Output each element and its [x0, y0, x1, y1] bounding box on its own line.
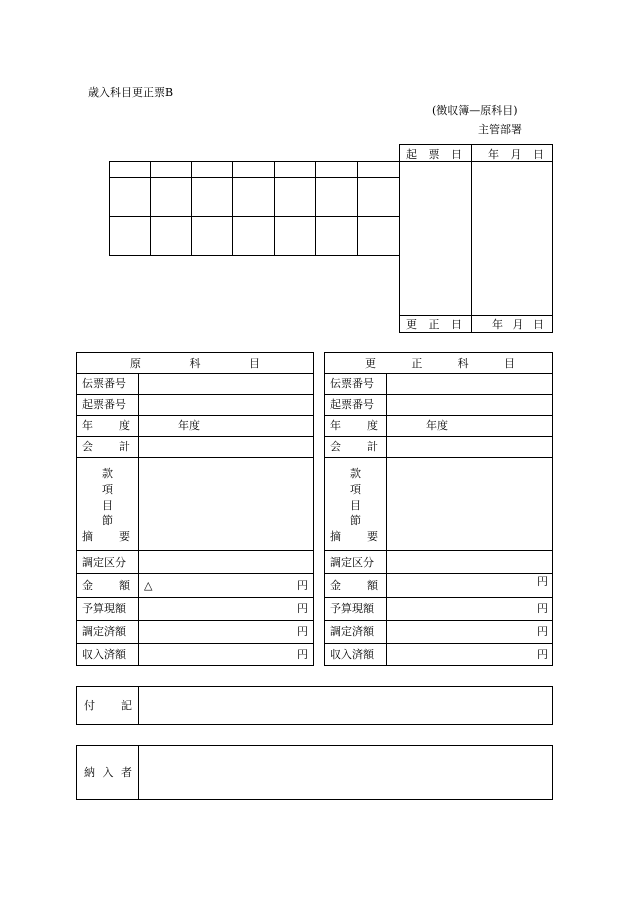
original-received-label: 収入済額 [82, 648, 126, 661]
corrected-adjustment-class-label: 調定区分 [330, 556, 374, 569]
corrected-amount-label: 金 額 [330, 579, 378, 592]
corrected-year-value: 年度 [426, 419, 448, 432]
original-header: 原 科 目 [130, 357, 260, 370]
corrected-adjusted-yen: 円 [537, 625, 548, 638]
original-voucher-no-label: 伝票番号 [82, 377, 126, 390]
original-adjusted-label: 調定済額 [82, 625, 126, 638]
original-budget-label: 予算現額 [82, 602, 126, 615]
original-year-value: 年度 [178, 419, 200, 432]
issue-date-units: 年 月 日 [488, 148, 544, 161]
notes-label: 付 記 [84, 699, 132, 712]
corrected-budget-label: 予算現額 [330, 602, 374, 615]
original-amount-mark: △ [144, 579, 153, 592]
payer-box [76, 745, 553, 800]
corrected-received-yen: 円 [537, 648, 548, 661]
original-setsu-label: 節 [102, 514, 113, 527]
department-label: 主管部署 [478, 123, 522, 136]
original-kou-label: 項 [102, 483, 113, 496]
original-received-yen: 円 [297, 648, 308, 661]
corrected-adjusted-label: 調定済額 [330, 625, 374, 638]
corrected-received-label: 収入済額 [330, 648, 374, 661]
original-adjustment-class-label: 調定区分 [82, 556, 126, 569]
corrected-summary-label: 摘 要 [330, 530, 378, 543]
corrected-kou-label: 項 [350, 483, 361, 496]
subtitle: (徴収簿—原科目) [432, 104, 518, 117]
corrected-account-label: 会 計 [330, 440, 378, 453]
corrected-setsu-label: 節 [350, 514, 361, 527]
payer-label: 納 入 者 [84, 766, 132, 779]
original-adjusted-yen: 円 [297, 625, 308, 638]
corrected-kan-label: 款 [350, 467, 361, 480]
original-moku-label: 目 [102, 499, 113, 512]
issue-date-label: 起 票 日 [406, 148, 462, 161]
corrected-voucher-no-label: 伝票番号 [330, 377, 374, 390]
original-kan-label: 款 [102, 467, 113, 480]
corrected-amount-yen: 円 [537, 575, 548, 588]
corrected-header: 更 正 科 目 [365, 357, 515, 370]
correction-date-label: 更 正 日 [406, 318, 462, 331]
original-account-label: 会 計 [82, 440, 130, 453]
original-budget-yen: 円 [297, 602, 308, 615]
notes-box [76, 686, 553, 725]
corrected-year-label: 年 度 [330, 419, 378, 432]
corrected-moku-label: 目 [350, 499, 361, 512]
original-summary-label: 摘 要 [82, 530, 130, 543]
original-issue-no-label: 起票番号 [82, 398, 126, 411]
corrected-issue-no-label: 起票番号 [330, 398, 374, 411]
correction-date-units: 年 月 日 [492, 318, 544, 331]
form-title: 歳入科目更正票B [88, 86, 174, 99]
date-box [399, 144, 553, 333]
original-amount-yen: 円 [297, 579, 308, 592]
corrected-budget-yen: 円 [537, 602, 548, 615]
original-year-label: 年 度 [82, 419, 130, 432]
original-amount-label: 金 額 [82, 579, 130, 592]
